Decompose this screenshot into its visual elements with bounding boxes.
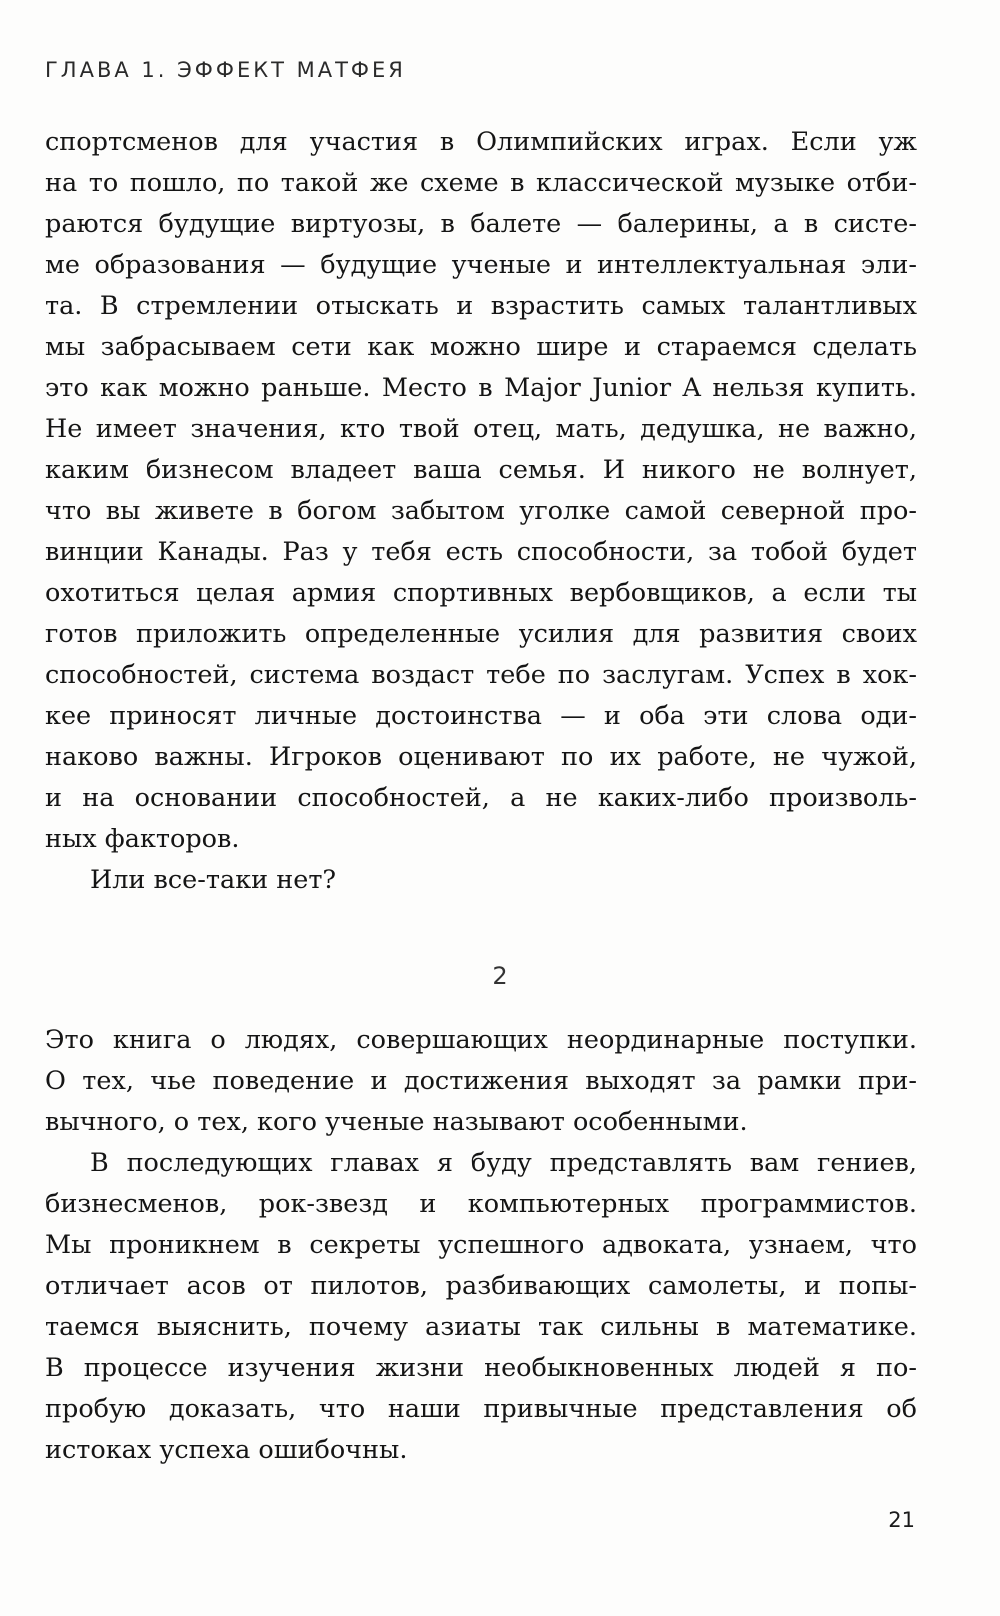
- text-line: кее приносят личные достоинства — и оба эти слова оди-: [45, 701, 917, 731]
- text-line: способностей, система воздаст тебе по заслугам. Успех в хок-: [45, 660, 917, 690]
- text-line: вычного, о тех, кого ученые называют особенными.: [45, 1107, 748, 1137]
- page-number: 21: [888, 1508, 915, 1532]
- text-line: бизнесменов, рок-звезд и компьютерных программистов.: [45, 1189, 917, 1219]
- text-line: ме образования — будущие ученые и интеллектуальная эли-: [45, 250, 917, 280]
- text-line: наково важны. Игроков оценивают по их работе, не чужой,: [45, 742, 917, 772]
- text-line: пробую доказать, что наши привычные представления об: [45, 1394, 917, 1424]
- running-head: ГЛАВА 1. ЭФФЕКТ МАТФЕЯ: [45, 58, 406, 82]
- text-line: это как можно раньше. Место в Major Junior A нельзя купить.: [45, 373, 917, 403]
- text-line: каким бизнесом владеет ваша семья. И никого не волнует,: [45, 455, 917, 485]
- paragraph-continued: [45, 122, 917, 901]
- text-line: О тех, чье поведение и достижения выходят за рамки при-: [45, 1066, 917, 1096]
- text-line: раются будущие виртуозы, в балете — балерины, а в систе-: [45, 209, 917, 239]
- text-line: таемся выяснить, почему азиаты так сильны в математике.: [45, 1312, 917, 1342]
- text-line: ных факторов.: [45, 824, 240, 854]
- text-line: спортсменов для участия в Олимпийских играх. Если уж: [45, 127, 917, 157]
- text-line: Это книга о людях, совершающих неординарные поступки.: [45, 1025, 917, 1055]
- text-line: отличает асов от пилотов, разбивающих самолеты, и попы-: [45, 1271, 917, 1301]
- text-line: В последующих главах я буду представлять вам гениев,: [90, 1148, 917, 1178]
- paragraph-body: [45, 1143, 917, 1471]
- text-line-question: Или все-таки нет?: [90, 865, 337, 895]
- text-line: В процессе изучения жизни необыкновенных людей я по-: [45, 1353, 917, 1383]
- paragraph-intro: [45, 1020, 917, 1143]
- text-line: мы забрасываем сети как можно шире и стараемся сделать: [45, 332, 917, 362]
- text-line: готов приложить определенные усилия для развития своих: [45, 619, 917, 649]
- text-line: истоках успеха ошибочны.: [45, 1435, 408, 1465]
- text-line: та. В стремлении отыскать и взрастить самых талантливых: [45, 291, 917, 321]
- text-line: винции Канады. Раз у тебя есть способности, за тобой будет: [45, 537, 917, 567]
- text-line: что вы живете в богом забытом уголке самой северной про-: [45, 496, 917, 526]
- text-line: на то пошло, по такой же схеме в классической музыке отби-: [45, 168, 917, 198]
- text-line: Мы проникнем в секреты успешного адвоката, узнаем, что: [45, 1230, 917, 1260]
- section-number: 2: [492, 962, 508, 990]
- text-line: Не имеет значения, кто твой отец, мать, дедушка, не важно,: [45, 414, 917, 444]
- text-line: и на основании способностей, а не каких-либо произволь-: [45, 783, 917, 813]
- text-line: охотиться целая армия спортивных вербовщиков, а если ты: [45, 578, 917, 608]
